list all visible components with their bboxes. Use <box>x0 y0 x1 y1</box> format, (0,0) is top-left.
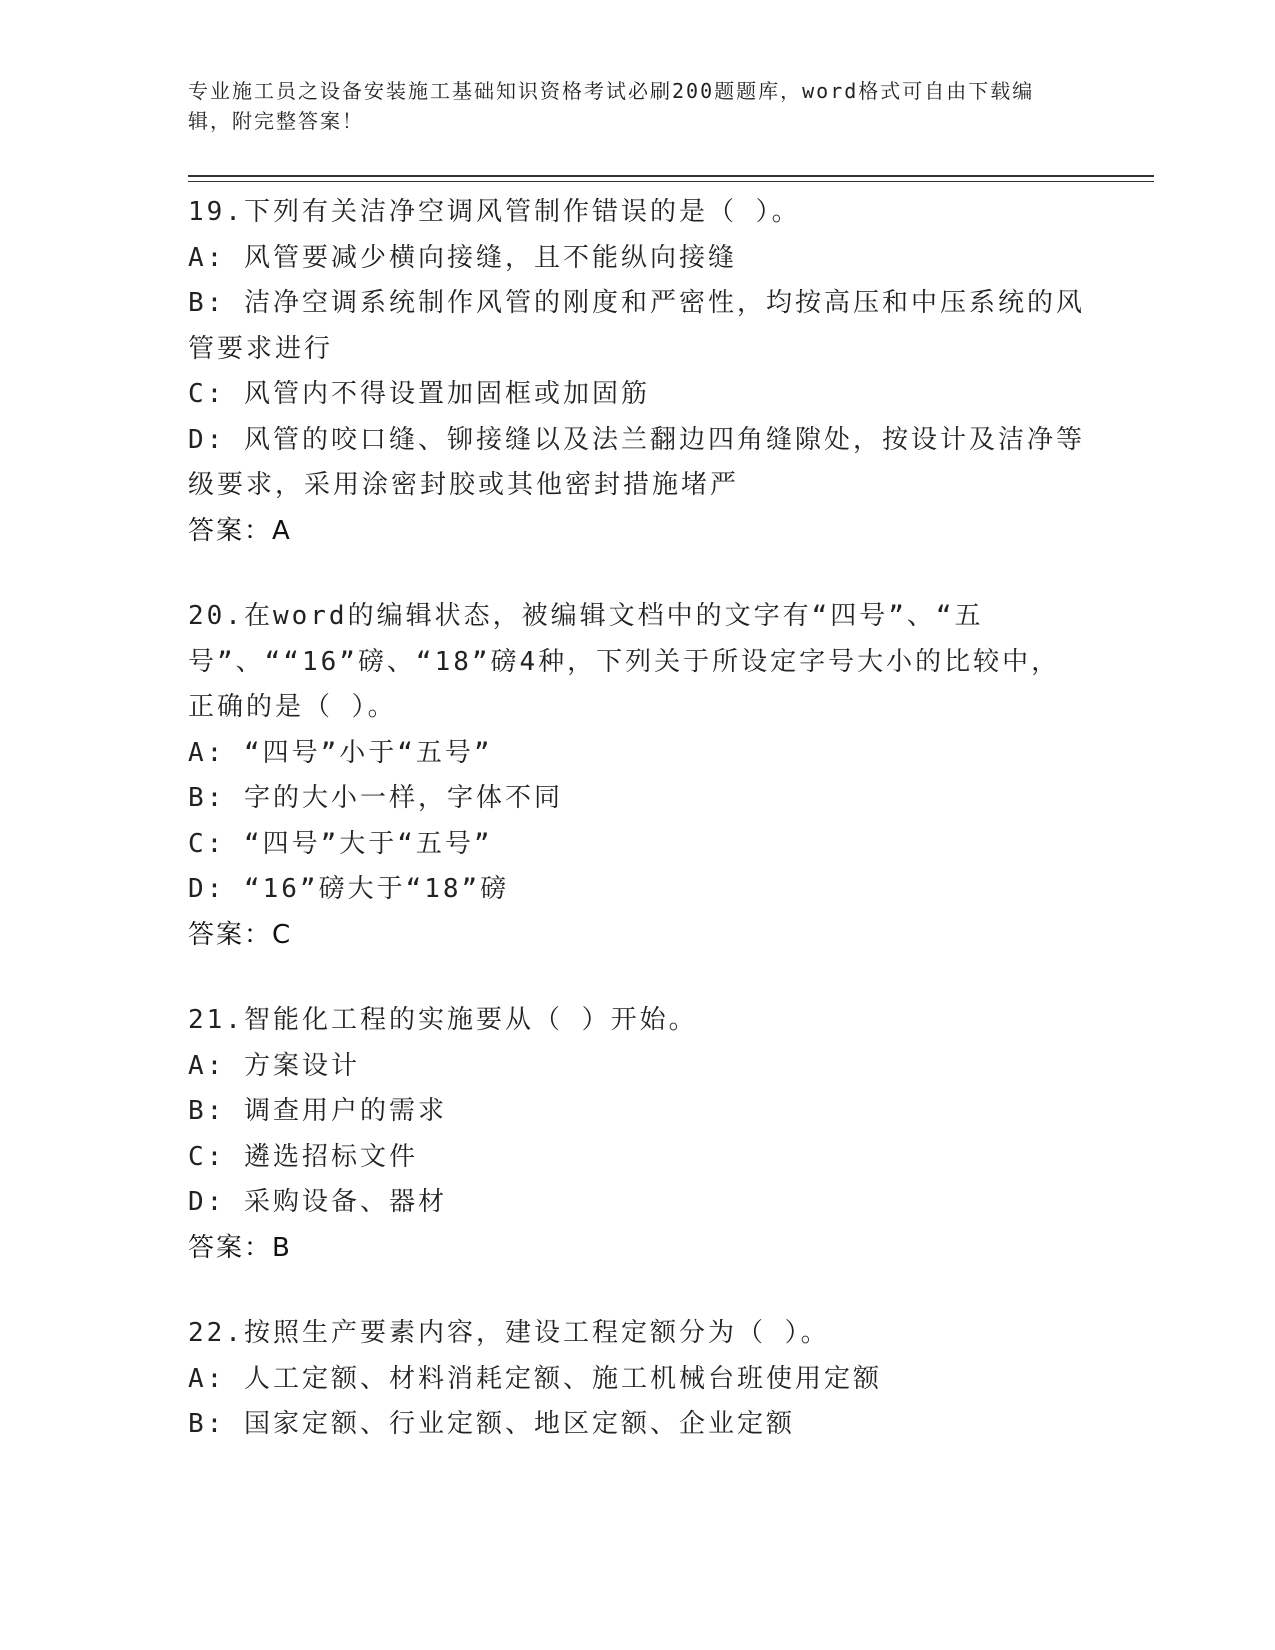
question-19 <box>188 190 1088 554</box>
question-22 <box>188 1311 1088 1448</box>
option-b: B: 国家定额、行业定额、地区定额、企业定额 <box>188 1409 795 1439</box>
answer-label: 答案：B <box>188 1232 292 1263</box>
question-stem: 19.下列有关洁净空调风管制作错误的是（ ）。 <box>188 197 801 227</box>
option-b: B: 洁净空调系统制作风管的刚度和严密性，均按高压和中压系统的风管要求进行 <box>188 288 1085 364</box>
question-stem: 20.在word的编辑状态，被编辑文档中的文字有“四号”、“五号”、““16”磅、“18”磅4种，下列关于所设定字号大小的比较中，正确的是（ ）。 <box>188 601 1061 722</box>
question-stem: 22.按照生产要素内容，建设工程定额分为（ ）。 <box>188 1318 830 1348</box>
option-a: A: 人工定额、材料消耗定额、施工机械台班使用定额 <box>188 1363 882 1394</box>
answer-label: 答案：A <box>188 515 292 546</box>
option-b: B: 调查用户的需求 <box>188 1096 447 1126</box>
question-21 <box>188 998 1088 1271</box>
option-a: A: “四号”小于“五号” <box>188 737 493 768</box>
option-d: D: 采购设备、器材 <box>188 1187 447 1217</box>
option-c: C: 遴选招标文件 <box>188 1141 418 1172</box>
option-a: A: 风管要减少横向接缝，且不能纵向接缝 <box>188 242 737 273</box>
option-a: A: 方案设计 <box>188 1050 360 1081</box>
header-divider-thick <box>188 175 1154 177</box>
option-d: D: 风管的咬口缝、铆接缝以及法兰翻边四角缝隙处，按设计及洁净等级要求，采用涂密封胶或其他密封措施堵严 <box>188 424 1085 500</box>
header-divider-thin <box>188 181 1154 182</box>
answer-label: 答案：C <box>188 919 293 950</box>
option-c: C: “四号”大于“五号” <box>188 828 493 859</box>
option-d: D: “16”磅大于“18”磅 <box>188 874 510 904</box>
option-c: C: 风管内不得设置加固框或加固筋 <box>188 379 650 409</box>
question-list <box>188 190 1088 1488</box>
option-b: B: 字的大小一样，字体不同 <box>188 783 563 813</box>
question-20 <box>188 594 1088 958</box>
document-header: 专业施工员之设备安装施工基础知识资格考试必刷200题题库，word格式可自由下载编辑，附完整答案！ <box>188 79 1035 133</box>
question-stem: 21.智能化工程的实施要从（ ）开始。 <box>188 1005 698 1035</box>
